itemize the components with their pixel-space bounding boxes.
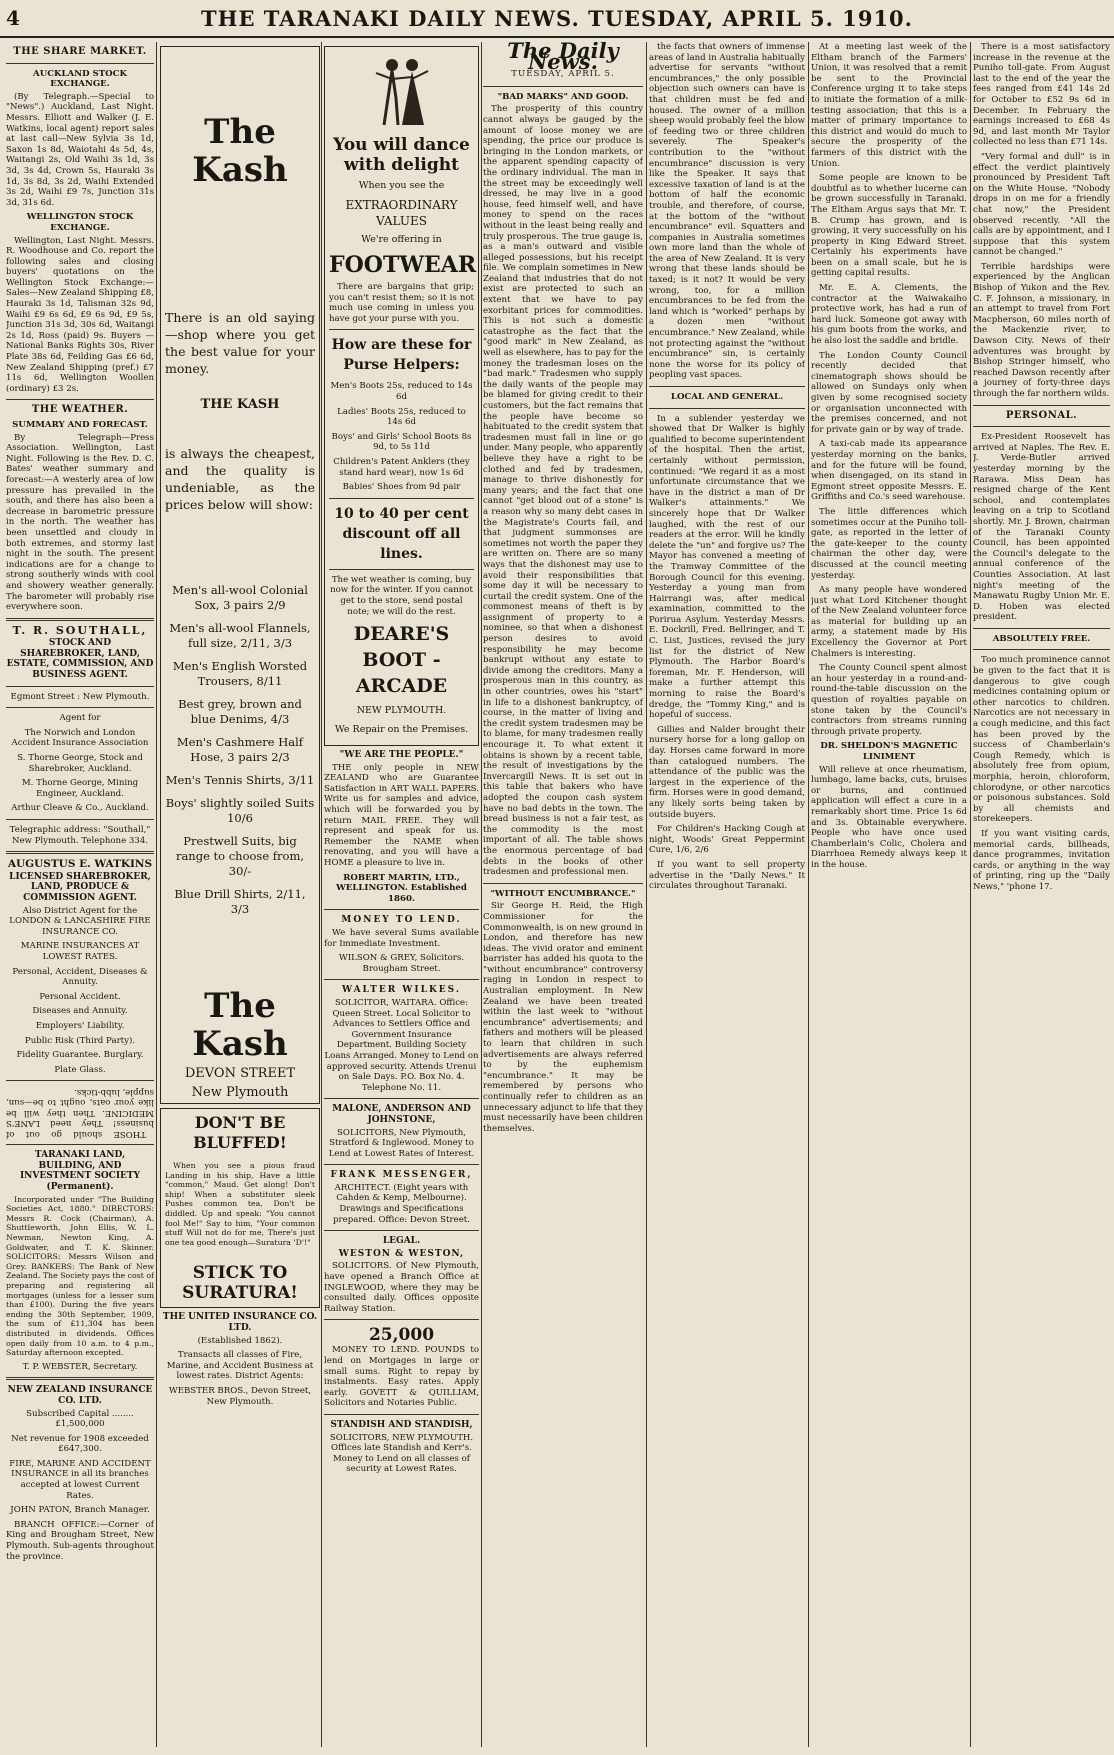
kash-title-2: The Kash: [192, 986, 288, 1064]
nz-insurance-office: BRANCH OFFICE:—Corner of King and Brougham Street, New Plymouth. Sub-agents throughout the province.: [6, 1519, 154, 1562]
united-insurance-agent: WEBSTER BROS., Devon Street, New Plymouth.: [168, 1385, 312, 1407]
eltham-text: At a meeting last week of the Eltham branch of the Farmers' Union, it was resolved that a remit be sent to the Provincial Conference urging it to take steps to initiate the formation of a milk-testing association; that this is a matter of primary importance to this district and would do much to secure the prosperity of the farmers of this district with the Union.: [811, 42, 967, 169]
wet-weather-text: The wet weather is coming, buy now for the winter. If you cannot get to the store, send postal note; we will do the rest.: [330, 574, 473, 617]
agency-item: S. Thorne George, Stock and Sharebroker, Auckland.: [17, 753, 143, 774]
county-council-text: The County Council spent almost an hour yesterday in a round-and-round-the-table discussion on the question of royalties payable on stone taken by the Council's contractors from streams running through private property.: [811, 663, 967, 737]
watkins-line: MARINE INSURANCES AT LOWEST RATES.: [20, 941, 140, 962]
kash-label: THE KASH: [200, 397, 280, 412]
purse-item: Ladies' Boots 25s, reduced to 14s 6d: [337, 406, 466, 428]
column-rule: [646, 42, 647, 1747]
deare-town: NEW PLYMOUTH.: [356, 705, 447, 717]
money-to-lend-sign: WILSON & GREY, Solicitors. Brougham Street.: [338, 953, 465, 974]
purse-item: Boys' and Girls' School Boots 8s 9d, to 5s 11d: [331, 431, 472, 453]
purse-item: Children's Patent Anklers (they stand hard wear), now 1s 6d: [333, 456, 470, 478]
wellington-exchange-text: Wellington, Last Night. Messrs. R. Woodhouse and Co. report the following sales and closing buyers' quotations on the Wellington Stock Exchange:—Sales—New Zealand Shipping £8, Hauraki 3s 1d, Talisman 32s 9d, Waihi £9 6s 6d, £9 6s 9d, £9 5s, Junction 31s 3d, 30s 6d, Waitangi 2s 1d, Ross (paid) 9s. Buyers — National Banks Rights 30s, River Plate 38s 6d, Feilding Gas £6 6d, New Zealand Shipping (pref.) £7 11s 6d, Wellington Woollen (ordinary) £3 2s.: [6, 235, 154, 394]
weston-heading: WESTON & WESTON,: [338, 1248, 465, 1259]
masthead: [0, 0, 1114, 38]
bluffed-title: DON'T BE BLUFFED!: [193, 1113, 287, 1152]
southall-trade: STOCK AND SHAREBROKER, LAND, ESTATE, COMMISSION, AND BUSINESS AGENT.: [6, 638, 154, 681]
page-number: 4: [6, 6, 20, 30]
editorial-masthead: The Daily News.: [507, 42, 619, 74]
watkins-trade: LICENSED SHAREBROKER, LAND, PRODUCE & COMMISSION AGENT.: [9, 871, 151, 903]
purse-item: Babies' Shoes from 9d pair: [342, 482, 461, 493]
dance-extra: EXTRAORDINARY VALUES: [345, 198, 458, 228]
dance-offer: We're offering in: [361, 234, 442, 245]
purse-item: Men's Boots 25s, reduced to 14s 6d: [330, 381, 473, 402]
deare-repair: We Repair on the Premises.: [334, 724, 469, 736]
price-item: Men's Cashmere Half Hose, 3 pairs 2/3: [176, 735, 304, 764]
taxicab-text: A taxi-cab made its appearance yesterday morning on the banks, and for the future will be found, when disengaged, on its stand in Egmont street opposite Messrs. E. Griffiths and Co.'s seed warehouse.: [811, 439, 967, 503]
legal-heading: LEGAL.: [382, 1236, 421, 1247]
united-insurance-established: (Established 1862).: [197, 1335, 283, 1346]
auckland-exchange-text: (By Telegraph.—Special to "News".) Auckland, Last Night. Messrs. Elliott and Walker (J. E. Watkins, local agent) report sales at last call—New Sylvia 3s 1d, Saxon 1s 8d, Waiotahi 4s 5d, 4s, Waitangi 2s, Old Waihi 3s 1d, 3s 3d, 3s 4d, Crown 5s, Hauraki 3s 1d, 3s 8d, 3s 2d, Waihi Extended 3s 2d, Waihi £9 7s, Junction 31s 3d, 31s 6d.: [6, 91, 154, 208]
encumbrance-continued: the facts that owners of immense areas of land in Australia habitually advertise for servants "without encumbrances," the only possible objection such owners can have is that children must be fed and housed. The owner of a million sheep would probably feel the blow of feeding two or three children severely. The Speaker's contribution to the "without encumbrance" discussion is very like the Speaker. It says that excessive taxation of land is at the bottom of half the economic trouble, and therefore, of course, at the bottom of the "without encumbrance" evil. Squatters and companies in Australia sometimes own more land than the whole of the area of New Zealand. It is very wrong that these lands should be taxed; is it not? It would be very wrong, too, for a million encumbrances to be fed from the land which is "worked" perhaps by a dozen men "without encumbrance." New Zealand, while not protecting against the "without encumbrance" sin, is certainly none the worse for its policy of peopling vast spaces.: [649, 42, 805, 381]
share-market-heading: THE SHARE MARKET.: [13, 46, 147, 57]
weather-text: By Telegraph—Press Association. Wellington, Last Night. Following is the Rev. D. C. Bates' weather summary and forecast:—A westerly area of low pressure has prevailed in the south, and there has also been a decrease in barometric pressure in the north. The weather has been unsettled and cloudy in both extremes, and stormy last night in the south. The present indications are for a change to strong southerly winds with cool and showery weather generally. The barometer will probably rise everywhere soon.: [6, 432, 154, 613]
weather-summary-heading: SUMMARY AND FORECAST.: [12, 420, 148, 430]
nz-insurance-text: FIRE, MARINE AND ACCIDENT INSURANCE in all its branches accepted at lowest Current Rates.: [9, 1458, 151, 1501]
agency-item: The Norwich and London Accident Insurance Association: [11, 727, 149, 749]
wilkes-heading: WALTER WILKES.: [342, 985, 461, 996]
yukon-text: Terrible hardships were experienced by the Anglican Bishop of Yukon and the Rev. C. F. Johnson, a missionary, in an attempt to travel from Fort Macpherson, 60 miles north of the Mackenzie river, to Dawson City. News of their adventures was brought by Bishop Stringer himself, who reached Dawson recently after a journey of forty-three days through the far northern wilds.: [973, 261, 1110, 399]
southall-phone: Telegraphic address: "Southall," New Plymouth. Telephone 334.: [9, 825, 151, 846]
newspaper-title: THE TARANAKI DAILY NEWS. TUESDAY, APRIL 5. 1910.: [201, 6, 913, 31]
kash-advert: [160, 46, 320, 1104]
malone-heading: MALONE, ANDERSON AND JOHNSTONE,: [332, 1104, 471, 1125]
dancing-couple-illustration: [362, 53, 442, 133]
building-society-heading: TARANAKI LAND, BUILDING, AND INVESTMENT SOCIETY (Permanent).: [19, 1150, 141, 1193]
money-to-lend-text: We have several Sums available for Immediate Investment.: [324, 928, 479, 949]
price-item: Men's English Worsted Trousers, 8/11: [172, 659, 308, 688]
clements-text: Mr. E. A. Clements, the contractor at the Waiwakaiho protective work, has had a run of hard luck. Someone got away with his gum boots from the works, and he also lost the saddle and bridle.: [811, 283, 967, 347]
sell-property-text: If you want to sell property advertise in the "Daily News." It circulates throughout Taranaki.: [649, 859, 805, 892]
watkins-line: Public Risk (Third Party).: [24, 1035, 136, 1046]
column-rule: [321, 42, 322, 1747]
gillies-text: Gillies and Nalder brought their nursery horse for a long gallop on day. Horses came forward in more than catalogued numbers. The attendance of the public was the largest in the experience of the firm. Horses were in good demand, any likely sorts being taken by outside buyers.: [649, 724, 805, 820]
agency-item: M. Thorne George, Mining Engineer, Auckland.: [21, 778, 139, 799]
lend-amount: 25,000: [368, 1325, 435, 1346]
watkins-line: Plate Glass.: [54, 1064, 106, 1075]
price-item: Best grey, brown and blue Denims, 4/3: [178, 697, 302, 726]
suratura-advert: [160, 1108, 320, 1308]
lcc-text: The London County Council recently decided that cinematograph shows should be allowed on Sundays only when given by some recognised society or organisation unconnected with the premises concerned, and not for private gain or by way of trade.: [811, 350, 967, 435]
weston-text: SOLICITORS. Of New Plymouth, have opened a Branch Office at INGLEWOOD, where they may be consulted daily. Offices opposite Railway Station.: [324, 1261, 479, 1314]
southall-address: Egmont Street : New Plymouth.: [10, 691, 150, 702]
agent-for-label: Agent for: [59, 713, 101, 724]
watkins-name: AUGUSTUS E. WATKINS: [7, 858, 153, 871]
personal-heading: PERSONAL.: [1005, 409, 1078, 421]
building-society-text: Incorporated under "The Building Societies Act, 1880." DIRECTORS: Messrs R. Cock (Chairman), A. Shuttleworth, John Ellis, W. L. Newman, Newton King, A. Goldwater, and T. K. Skinner. SOLICITORS: Messrs Wilson and Grey. BANKERS: The Bank of New Zealand. The Society pays the cost of preparing and registering all mortgages (unless for a lesser sum than £100). During the five years ending the 30th September, 1909, the sum of £11,304 has been distributed in dividends. Offices open daily from 10 a.m. to 4 p.m., Saturday afternoon excepted.: [6, 1194, 154, 1358]
price-item: Prestwell Suits, big range to choose from, 30/-: [175, 834, 305, 878]
absolutely-free-text: Too much prominence cannot be given to the fact that it is dangerous to give cough medicines containing opium or other narcotics to children. Narcotics are not necessary in a cough medicine, and this fact has been proved by the success of Chamberlain's Cough Remedy, which is absolutely free from opium, morphia, heroin, chloroform, chlorodyne, or other narcotics or poisonous substances. Sold by all chemists and storekeepers.: [973, 655, 1110, 825]
nz-insurance-heading: NEW ZEALAND INSURANCE CO. LTD.: [7, 1385, 153, 1406]
auckland-exchange-heading: AUCKLAND STOCK EXCHANGE.: [33, 68, 127, 90]
people-heading: "WE ARE THE PEOPLE.": [339, 750, 464, 761]
united-insurance-heading: THE UNITED INSURANCE CO. LTD.: [162, 1312, 318, 1333]
southall-name: T. R. SOUTHALL,: [12, 623, 148, 637]
kitchener-text: As many people have wondered just what Lord Kitchener thought of the New Zealand volunteer force as material for building up an army, a statement made by His Excellency the Governor at Port Chalmers is interesting.: [811, 585, 967, 659]
deare-advert: [324, 46, 479, 746]
column-rule: [481, 42, 482, 1747]
lucerne-text: Some people are known to be doubtful as to whether lucerne can be grown successfully in Taranaki. The Eltham Argus says that Mr. T. B. Crump has grown, and is growing, it very successfully on his property in King Edward Street. Certainly his experiments have been on a small scale, but he is getting capital results.: [811, 173, 967, 279]
watkins-line: Fidelity Guarantee. Burglary.: [16, 1050, 144, 1061]
purse-helpers-heading: How are these for Purse Helpers:: [331, 337, 472, 374]
visiting-cards-text: If you want visiting cards, memorial cards, billheads, dance programmes, invitation cards, or anything in the way of printing, ring up the "Daily News," 'phone 17.: [973, 828, 1110, 892]
weather-heading: THE WEATHER.: [31, 404, 129, 416]
watkins-line: Employers' Liability.: [35, 1020, 125, 1031]
column-rule: [970, 42, 971, 1747]
lend-text: MONEY TO LEND. POUNDS to lend on Mortgages in large or small sums. Right to repay by instalments. Easy rates. Apply early. GOVETT & QUILLIAM, Solicitors and Notaries Public.: [324, 1345, 479, 1409]
people-text: THE only people in NEW ZEALAND who are Guarantee Satisfaction in ART WALL PAPERS. Write us for samples and advice, which will be forwarded you by return MAIL FREE. They will represent and speak for us. Remember the NAME when renovating, and you will have a HOME a pleasure to live in.: [324, 762, 479, 869]
watkins-agency: Also District Agent for the LONDON & LANCASHIRE FIRE INSURANCE CO.: [9, 905, 151, 937]
watkins-line: Diseases and Annuity.: [32, 1006, 128, 1017]
nz-insurance-sign: JOHN PATON, Branch Manager.: [10, 1505, 150, 1516]
footwear-heading: FOOTWEAR: [329, 252, 477, 278]
wilkes-text: SOLICITOR, WAITARA. Office: Queen Street. Local Solicitor to Advances to Settlers Office and Government Insurance Department. Building Society Loans Arranged. Money to Lend on approved security. Attends Urenui on Sale Days. P.O. Box No. 4. Telephone No. 11.: [324, 997, 479, 1093]
kash-claim: is always the cheapest, and the quality is undeniable, as the prices below will show:: [165, 446, 315, 512]
column-7: [973, 42, 1110, 1747]
price-item: Men's all-wool Colonial Sox, 3 pairs 2/9: [172, 583, 308, 612]
kash-town: New Plymouth: [191, 1085, 289, 1100]
upside-down-advert: THOSE should go out of business! They need LANE'S MEDICINE. Then they will be like your oats, ought to be—sun, supple, lubb-ticks.: [6, 1086, 154, 1140]
taft-text: "Very formal and dull" is in effect the verdict plaintively pronounced by President Taft on the White House. "Nobody drops in on me for a friendly chat now," the President observed recently. "All the calls are by appointment, and I suppose that this system cannot be changed.": [973, 151, 1110, 258]
price-item: Boys' slightly soiled Suits 10/6: [165, 796, 315, 825]
building-society-sign: T. P. WEBSTER, Secretary.: [22, 1361, 138, 1372]
personal-text: Ex-President Roosevelt has arrived at Naples. The Rev. E. J. Verde-Butler arrived yesterday morning by the Rarawa. Miss Dean has resigned charge of the Kent school, and contemplates leaving on a trip to Scotland shortly. Mr. J. Brown, chairman of the Taranaki County Council, has been appointed the Council's delegate to the annual conference of the Counties Association. At last night's meeting of the Manawatu Rugby Union Mr. E. D. Hoben was elected president.: [973, 432, 1110, 623]
price-item: Men's all-wool Flannels, full size, 2/11, 3/3: [169, 621, 311, 650]
column-rule: [156, 42, 157, 1747]
nz-insurance-revenue: Net revenue for 1908 exceeded £647,300.: [11, 1433, 149, 1455]
nz-insurance-capital: Subscribed Capital ........ £1,500,000: [26, 1408, 134, 1430]
standish-heading: STANDISH AND STANDISH,: [330, 1419, 473, 1430]
deare-title: DEARE'S BOOT - ARCADE: [353, 623, 450, 698]
column-2: [160, 42, 320, 1747]
column-1: [6, 42, 154, 1747]
dance-sub: When you see the: [358, 180, 445, 191]
price-item: Men's Tennis Shirts, 3/11: [165, 773, 315, 787]
tollgate-text: The little differences which sometimes occur at the Puniho toll-gate, as reported in the letter of the gate-keeper to the county chairman the other day, were discussed at the council meeting yesterday.: [811, 506, 967, 581]
discount-heading: 10 to 40 per cent discount off all lines.: [334, 505, 469, 562]
malone-text: SOLICITORS, New Plymouth, Stratford & Inglewood. Money to Lend at Lowest Rates of Interest.: [328, 1127, 475, 1159]
tollgate-revenue-text: There is a most satisfactory increase in the revenue at the Puniho toll-gate. From August last to the end of the year the fees ranged from £41 14s 2d for October to £52 9s 6d in December. In February the earnings increased to £68 4s 9d, and last month Mr Taylor collected no less than £71 14s.: [973, 42, 1110, 148]
messenger-heading: FRANK MESSENGER,: [330, 1170, 473, 1181]
absolutely-free-heading: ABSOLUTELY FREE.: [992, 633, 1091, 644]
liniment-heading: DR. SHELDON'S MAGNETIC LINIMENT: [820, 741, 958, 762]
bluffed-text: When you see a pious fraud Landing in his ship, Have a little "common," Maud. Get along! Don't ship! When a substituter sleek Pushes common tea, Don't be diddled. Up and speak: "You cannot fool Me!" Say to him, "Your common stuff Will not do for me, There's just one tea good enough—Suratura 'D'!": [165, 1161, 315, 1247]
column-3: [324, 42, 479, 1747]
stick-title: STICK TO SURATURA!: [182, 1263, 298, 1304]
united-insurance-text: Transacts all classes of Fire, Marine, and Accident Business at lowest rates. District Agents:: [166, 1350, 314, 1382]
children-cough-text: For Children's Hacking Cough at night, Woods' Great Peppermint Cure, 1/6, 2/6: [649, 824, 805, 856]
watkins-line: Personal, Accident, Diseases & Annuity.: [12, 966, 148, 988]
standish-text: SOLICITORS, NEW PLYMOUTH. Offices late Standish and Kerr's. Money to Lend on all classes of security at Lowest Rates.: [329, 1432, 474, 1475]
encumbrance-heading: "WITHOUT ENCUMBRANCE.": [490, 888, 636, 899]
bad-marks-heading: "BAD MARKS" AND GOOD.: [497, 91, 629, 102]
messenger-text: ARCHITECT. (Eight years with Cahden & Kemp, Melbourne). Drawings and Specifications prepared. Office: Devon Street.: [333, 1182, 470, 1225]
people-sign: ROBERT MARTIN, LTD., WELLINGTON. Established 1860.: [336, 872, 467, 904]
bargains-text: There are bargains that grip; you can't resist them; so it is not much use coming in unless you have got your purse with you.: [329, 282, 474, 324]
money-to-lend-heading: MONEY TO LEND.: [341, 915, 462, 926]
column-5: [649, 42, 805, 1747]
price-item: Blue Drill Shirts, 2/11, 3/3: [174, 887, 306, 916]
column-6: [811, 42, 967, 1747]
liniment-text: Will relieve at once rheumatism, lumbago, lame backs, cuts, bruises or burns, and continued application will effect a cure in a remarkably short time. Price 1s 6d and 3s. Obtainable everywhere. People who have once used Chamberlain's Colic, Cholera and Diarrhoea Remedy always keep it in the house.: [811, 764, 967, 870]
bad-marks-text: The prosperity of this country cannot always be gauged by the amount of loose money we are spending, the price our produce is bringing in the London markets, or the apparent spending capacity of the ordinary individual. The man in the street may be exceedingly well dressed, he may live in a good house, feed himself well, and have money to spend on the races without in the least being really and truly prosperous. The true gauge is, as a man's outward and visible alleged possessions, but his receipt file. We complain sometimes in New Zealand that industries that do not exist are protected to such an extent that we have to pay exorbitant prices for commodities. This is not such a domestic catastrophe as the fact that the "good mark" in New Zealand, as well as elsewhere, has to pay for the money the tradesman loses on the "bad mark." Tradesmen who supply the daily wants of the people may be blamed for giving credit to their customers, but the fact remains that the people have become so habituated to the credit system that tradesmen must fall in line or go under. Many people, who apparently believe they have a right to be clothed and fed by tradesmen, manage to thrive dishonestly for many years; and the fact that one cannot "get blood out of a stone" is a reason why so many debt cases in the Magistrate's Courts fail, and that judgment summonses are sometimes not worth the paper they are written on. There are so many ways that the dishonest may use to avoid their responsibilities that some day it will be necessary to curtail the credit system. One of the commonest means of theft is by assignment of property to a nominee, so that when a dishonest person desires to avoid responsibility he may become bankrupt without any estate to divide among the creditors. Many a prosperous man in this country, as in other countries, owes his "start" in life to a dishonest bankruptcy, of course, in the matter of living and the credit system tradesmen may be to blame, for many tradesmen really encourage it. To what extent it obtains is shown by a recent table, the result of investigations by the Invercargill News. It is set out in this table that bakers who have adopted the coupon cash system have no bad debts in the town. The bread business is not a fair test, as the commodity is the most important of all. The table shows the enormous percentage of bad debts in the books of other tradesmen and professional men.: [483, 104, 643, 878]
editorial-date: TUESDAY, APRIL 5.: [511, 69, 615, 80]
encumbrance-text: Sir George H. Reid, the High Commissioner for the Commonwealth, is on new ground in London, and therefore has new ideas. The vivid orator and eminent barrister has added his quota to the "without encumbrance" controversy raging in London in respect to Australian employment. In New Zealand we have been treated within the last week to "without encumbrance" advertisements; and fathers and mothers will be pleased to learn that children in such advertisements are always referred to by the euphemism "encumbrance." It may be remembered by persons who continually refer to children as an unnecessary adjunct to life that they must necessarily have been children themselves.: [483, 901, 643, 1134]
kash-street: DEVON STREET: [184, 1066, 296, 1081]
column-rule: [808, 42, 809, 1747]
agency-item: Arthur Cleave & Co., Auckland.: [11, 803, 149, 814]
kash-title: The Kash: [192, 112, 288, 190]
dance-heading: You will dance with delight: [333, 135, 470, 175]
wellington-exchange-heading: WELLINGTON STOCK EXCHANGE.: [26, 212, 134, 233]
column-4: [483, 42, 643, 1747]
local-general-text: In a sublender yesterday we showed that Dr Walker is highly qualified to become superintendent of the hospital. Then the artist, certainly without permission, continued: "We regard it as a most unfortunate circumstance that we have in the district a man of Dr Walker's attainments." We sincerely hope that Dr Walker laughed, with the rest of our readers at the error. Will he kindly delete the "un" and forgive us? The Mayor has convened a meeting of the Tramway Committee of the Borough Council for this evening. Yesterday a young man from Hairrangi was, after medical examination, committed to the Porirua Asylum. Yesterday Messrs. E. Dockrill, Fred. Bellringer, and T. C. List, Justices, revised the jury list for the district of New Plymouth. The Harbor Board's foreman, Mr. F. Henderson, will make a further attempt this morning to raise the Board's dredge, the "Tommy King," and is hopeful of success.: [649, 413, 805, 721]
local-general-heading: LOCAL AND GENERAL.: [670, 392, 784, 402]
kash-tagline: There is an old saying—shop where you get the best value for your money.: [165, 310, 315, 376]
watkins-line: Personal Accident.: [39, 991, 121, 1002]
